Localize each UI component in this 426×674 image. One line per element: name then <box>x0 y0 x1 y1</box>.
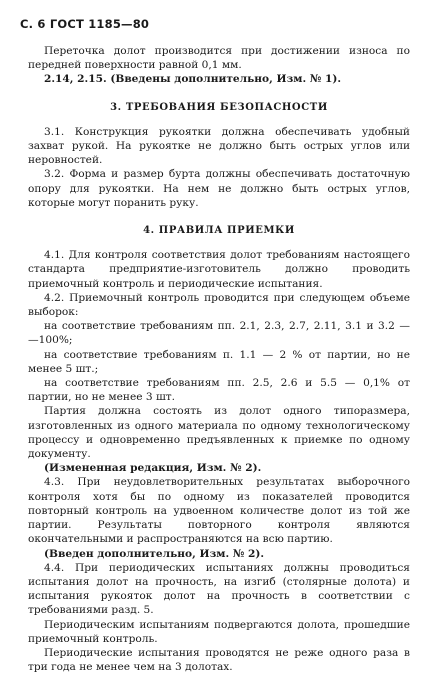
amendment-note-1: 2.14, 2.15. (Введены дополнительно, Изм. № 1). <box>44 73 342 86</box>
paragraph-batch: Партия должна состоять из долот одного типоразмера, изготовленных из одного материала по одному технологическому процессу и одновременно предъявленных к приемке по одному документу. <box>28 405 410 461</box>
paragraph-periodic-2: Периодические испытания проводятся не реже одного раза в три года не менее чем на 3 долотах. <box>28 646 410 674</box>
paragraph-4-1: 4.1. Для контроля соответствия долот требованиям настоящего стандарта предприятие-изготовитель должно проводить приемочный контроль и периодические испытания. <box>28 249 410 290</box>
section-3-title: 3. ТРЕБОВАНИЯ БЕЗОПАСНОСТИ <box>110 101 328 113</box>
paragraph-regrinding: Переточка долот производится при достижении износа по передней поверхности равной 0,1 мм. <box>28 45 410 72</box>
paragraph-3-1: 3.1. Конструкция рукоятки должна обеспечивать удобный захват рукой. На рукоятке не должно быть острых углов или неровностей. <box>28 125 410 167</box>
sample-requirement-3: на соответствие требованиям пп. 2.5, 2.6 и 5.5 — 0,1% от партии, но не менее 3 шт. <box>28 377 410 404</box>
sample-requirement-2: на соответствие требованиям п. 1.1 — 2 % от партии, но не менее 5 шт.; <box>28 348 410 375</box>
paragraph-periodic-1: Периодическим испытаниям подвергаются долота, прошедшие приемочный контроль. <box>28 618 410 645</box>
section-4-title: 4. ПРАВИЛА ПРИЕМКИ <box>143 225 295 237</box>
paragraph-4-2: 4.2. Приемочный контроль проводится при следующем объеме выборок: <box>28 291 410 319</box>
paragraph-4-4: 4.4. При периодических испытаниях должны проводиться испытания долот на прочность, на изгиб (столярные долота) и испытания рукояток долот на прочность в соответствии с требованиями разд. 5. <box>28 561 410 617</box>
amendment-note-3: (Введен дополнительно, Изм. № 2). <box>44 547 265 560</box>
page-header: С. 6 ГОСТ 1185—80 <box>20 17 150 31</box>
amendment-note-2: (Измененная редакция, Изм. № 2). <box>44 462 262 475</box>
sample-requirement-1: на соответствие требованиям пп. 2.1, 2.3, 2.7, 2.11, 3.1 и 3.2 — —100%; <box>28 320 410 347</box>
document-body <box>28 44 410 674</box>
paragraph-3-2: 3.2. Форма и размер бурта должны обеспечивать достаточную опору для рукоятки. На нем не должно быть острых углов, которые могут поранить руку. <box>28 168 410 209</box>
paragraph-4-3: 4.3. При неудовлетворительных результатах выборочного контроля хотя бы по одному из показателей проводится повторный контроль на удвоенном количестве долот из той же партии. Результаты повторного контроля являются окончательными и распространяются на всю партию. <box>28 476 410 546</box>
